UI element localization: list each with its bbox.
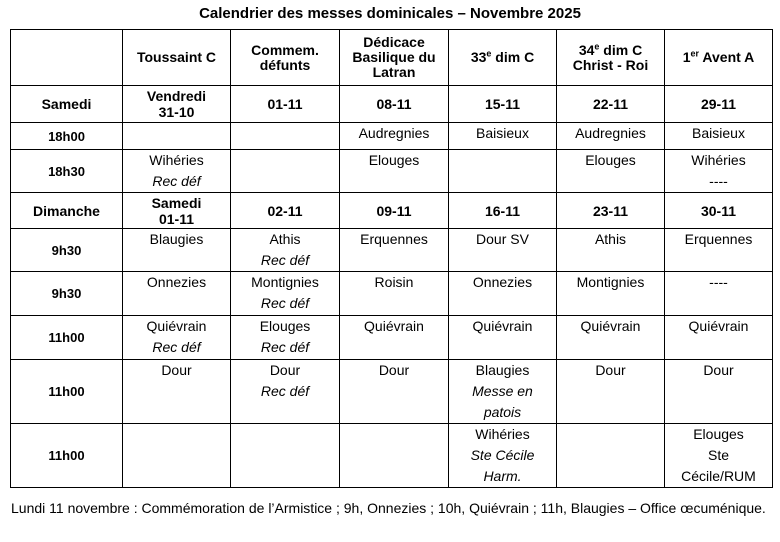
schedule-cell xyxy=(340,424,449,488)
schedule-cell xyxy=(123,360,231,424)
cell-note: patois xyxy=(483,404,522,420)
schedule-cell xyxy=(449,150,557,193)
schedule-cell xyxy=(231,360,340,424)
schedule-cell xyxy=(231,316,340,360)
schedule-cell xyxy=(665,424,773,488)
cell-note: Ste Cécile xyxy=(470,447,535,463)
parish-name: Baisieux xyxy=(476,125,529,141)
header-line: Commem. xyxy=(251,41,319,58)
schedule-cell xyxy=(557,360,665,424)
date-line: 23-11 xyxy=(592,202,629,219)
header-cell xyxy=(123,30,231,86)
parish-name: Quiévrain xyxy=(688,318,749,334)
sunday-label: Dimanche xyxy=(11,193,123,229)
schedule-cell xyxy=(231,272,340,316)
schedule-cell xyxy=(449,272,557,316)
schedule-cell xyxy=(449,360,557,424)
parish-name: ---- xyxy=(709,274,728,290)
header-row xyxy=(11,30,773,86)
cell-note: Ste xyxy=(707,447,729,463)
date-cell xyxy=(665,193,773,229)
parish-name: Quiévrain xyxy=(472,318,533,334)
schedule-cell xyxy=(557,150,665,193)
parish-name: Onnezies xyxy=(472,274,533,290)
cell-note: Harm. xyxy=(483,468,522,484)
header-ordinal: e xyxy=(486,48,492,59)
parish-name: Erquennes xyxy=(360,231,428,247)
saturday-slot-row xyxy=(11,123,773,150)
saturday-label: Samedi xyxy=(11,86,123,123)
parish-name: Athis xyxy=(269,231,301,247)
time-label: 18h30 xyxy=(11,150,123,193)
date-cell xyxy=(123,86,231,123)
date-line: 30-11 xyxy=(700,202,737,219)
cell-note: ---- xyxy=(709,173,728,189)
schedule-cell xyxy=(665,123,773,150)
schedule-cell xyxy=(231,229,340,272)
date-line: 15-11 xyxy=(484,96,521,112)
schedule-cell xyxy=(340,229,449,272)
parish-name: Elouges xyxy=(585,152,636,168)
date-line: Samedi xyxy=(151,194,202,211)
schedule-cell xyxy=(665,229,773,272)
schedule-cell xyxy=(665,272,773,316)
parish-name: Roisin xyxy=(374,274,414,290)
header-cell xyxy=(231,30,340,86)
schedule-cell xyxy=(123,424,231,488)
cell-note: Rec déf xyxy=(260,295,310,311)
saturday-date-row xyxy=(11,86,773,123)
schedule-cell xyxy=(340,123,449,150)
parish-name: Blaugies xyxy=(475,362,530,378)
date-line: Vendredi xyxy=(146,88,207,104)
parish-name: Dour xyxy=(595,362,626,378)
date-cell xyxy=(231,86,340,123)
schedule-cell xyxy=(665,316,773,360)
date-cell xyxy=(340,193,449,229)
time-label: 11h00 xyxy=(11,360,123,424)
schedule-cell xyxy=(449,424,557,488)
date-line: 31-10 xyxy=(158,104,195,120)
cell-note: Rec déf xyxy=(260,252,310,268)
cell-note: Rec déf xyxy=(152,339,201,355)
sunday-slot-row xyxy=(11,229,773,272)
schedule-cell xyxy=(123,272,231,316)
header-line: Christ - Roi xyxy=(572,56,649,73)
mass-schedule-table xyxy=(10,29,773,488)
date-line: 02-11 xyxy=(267,202,303,219)
schedule-cell xyxy=(449,123,557,150)
date-cell xyxy=(665,86,773,123)
sunday-slot-row xyxy=(11,272,773,316)
schedule-cell xyxy=(557,316,665,360)
cell-note: Cécile/RUM xyxy=(681,468,756,484)
parish-name: Quiévrain xyxy=(580,318,641,334)
date-line: 08-11 xyxy=(376,96,412,112)
header-line: Basilique du xyxy=(352,49,436,65)
header-cell xyxy=(340,30,449,86)
date-line: 01-11 xyxy=(267,96,303,112)
cell-note: Rec déf xyxy=(260,339,310,355)
date-cell xyxy=(231,193,340,229)
armistice-footnote: Lundi 11 novembre : Commémoration de l’Armistice ; 9h, Onnezies ; 10h, Quiévrain ; 11h, Blaugies – Office œcuménique. xyxy=(11,500,766,516)
date-line: 16-11 xyxy=(484,202,521,219)
schedule-cell xyxy=(340,272,449,316)
date-cell xyxy=(123,193,231,229)
schedule-cell xyxy=(557,123,665,150)
header-line: 1er Avent A xyxy=(682,48,755,65)
schedule-cell xyxy=(557,424,665,488)
parish-name: Montignies xyxy=(576,274,645,290)
parish-name: Quiévrain xyxy=(364,318,424,334)
schedule-cell xyxy=(449,229,557,272)
schedule-cell xyxy=(557,272,665,316)
header-cell xyxy=(449,30,557,86)
date-line: 09-11 xyxy=(376,202,412,219)
parish-name: Quiévrain xyxy=(146,318,207,334)
parish-name: Dour SV xyxy=(476,231,529,247)
cell-note: Rec déf xyxy=(152,173,201,189)
time-label: 9h30 xyxy=(11,272,123,316)
sunday-slot-row xyxy=(11,424,773,488)
date-line: 01-11 xyxy=(158,210,195,227)
header-ordinal: er xyxy=(690,48,700,59)
schedule-cell xyxy=(557,229,665,272)
header-line: Toussaint C xyxy=(136,49,217,65)
parish-name: Dour xyxy=(161,362,192,378)
date-line: 29-11 xyxy=(700,96,737,112)
date-cell xyxy=(340,86,449,123)
schedule-cell xyxy=(449,316,557,360)
schedule-cell xyxy=(123,150,231,193)
schedule-cell xyxy=(123,123,231,150)
schedule-cell xyxy=(340,360,449,424)
parish-name: Wihéries xyxy=(149,152,204,168)
cell-note: Messe en xyxy=(472,383,533,399)
sunday-slot-row xyxy=(11,316,773,360)
header-line: Dédicace xyxy=(363,34,425,50)
header-cell xyxy=(557,30,665,86)
schedule-cell xyxy=(123,229,231,272)
sunday-date-row xyxy=(11,193,773,229)
schedule-cell xyxy=(231,123,340,150)
parish-name: Dour xyxy=(378,362,410,378)
schedule-cell xyxy=(665,360,773,424)
parish-name: Dour xyxy=(269,362,301,378)
parish-name: Dour xyxy=(703,362,734,378)
time-label: 11h00 xyxy=(11,424,123,488)
schedule-cell xyxy=(665,150,773,193)
time-label: 18h00 xyxy=(11,123,123,150)
header-ordinal: e xyxy=(594,40,600,51)
page-title: Calendrier des messes dominicales – Novembre 2025 xyxy=(199,5,581,22)
header-line: Latran xyxy=(372,64,416,80)
parish-name: Wihéries xyxy=(691,152,746,168)
saturday-slot-row xyxy=(11,150,773,193)
sunday-slot-row xyxy=(11,360,773,424)
parish-name: Baisieux xyxy=(692,125,745,141)
parish-name: Montignies xyxy=(251,274,319,290)
parish-name: Erquennes xyxy=(684,231,753,247)
header-line: 34e dim C xyxy=(578,40,643,58)
parish-name: Audregnies xyxy=(575,125,646,141)
parish-name: Elouges xyxy=(259,318,311,334)
cell-note: Rec déf xyxy=(260,383,310,399)
header-line: 33e dim C xyxy=(470,48,535,65)
schedule-cell xyxy=(340,316,449,360)
parish-name: Wihéries xyxy=(475,426,530,442)
schedule-cell xyxy=(340,150,449,193)
parish-name: Blaugies xyxy=(149,231,204,247)
parish-name: Audregnies xyxy=(358,125,430,141)
parish-name: Elouges xyxy=(368,152,420,168)
date-cell xyxy=(557,86,665,123)
parish-name: Onnezies xyxy=(146,274,207,290)
schedule-cell xyxy=(231,424,340,488)
parish-name: Elouges xyxy=(693,426,744,442)
header-corner-cell xyxy=(11,30,123,86)
parish-name: Athis xyxy=(594,231,627,247)
date-cell xyxy=(449,193,557,229)
time-label: 9h30 xyxy=(11,229,123,272)
header-line: défunts xyxy=(259,56,311,73)
schedule-cell xyxy=(231,150,340,193)
schedule-cell xyxy=(123,316,231,360)
date-line: 22-11 xyxy=(592,96,629,112)
header-cell xyxy=(665,30,773,86)
date-cell xyxy=(449,86,557,123)
date-cell xyxy=(557,193,665,229)
time-label: 11h00 xyxy=(11,316,123,360)
